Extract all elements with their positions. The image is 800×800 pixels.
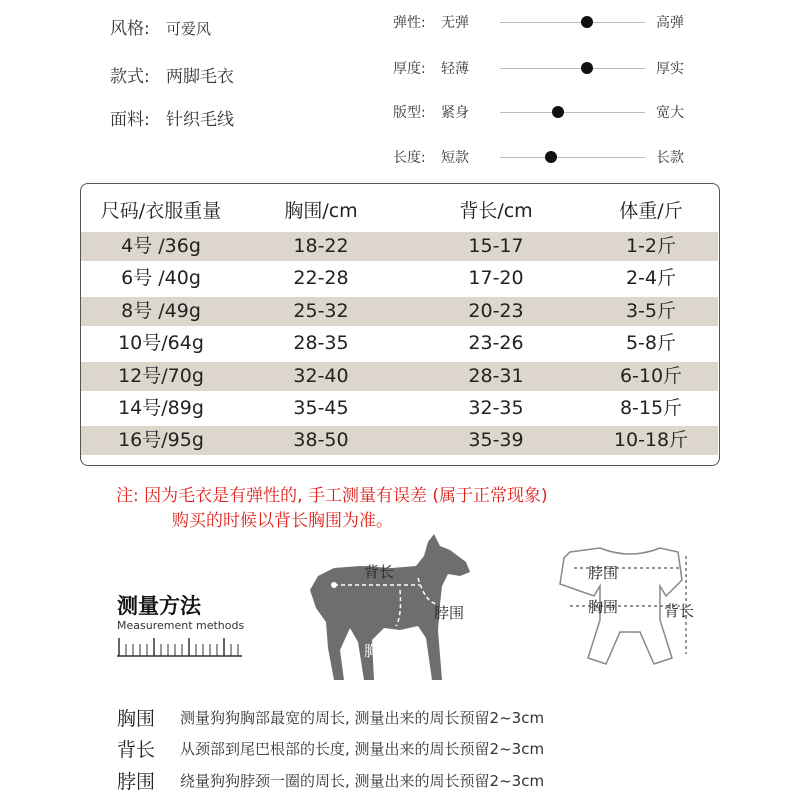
attr-style-value: 可爱风	[166, 20, 212, 38]
cell-back: 28-31	[468, 364, 524, 387]
table-row	[81, 362, 718, 391]
slider-label: 长度:	[393, 150, 426, 166]
slider-knob	[552, 106, 564, 118]
cell-size: 8号 /49g	[121, 299, 201, 322]
method-subtitle: Measurement methods	[117, 619, 245, 632]
description-text: 测量狗狗胸部最宽的周长, 测量出来的周长预留2~3cm	[180, 709, 545, 727]
cell-chest: 18-22	[293, 235, 349, 257]
slider-track	[500, 22, 645, 23]
slider-right-text: 厚实	[656, 61, 684, 77]
header-weight: 体重/斤	[619, 200, 683, 222]
cell-chest: 25-32	[293, 299, 349, 322]
description-text: 从颈部到尾巴根部的长度, 测量出来的周长预留2~3cm	[180, 740, 545, 758]
cell-back: 15-17	[468, 235, 524, 257]
cell-size: 12号/70g	[118, 364, 204, 387]
dog-illustration	[300, 530, 500, 690]
cell-back: 32-35	[468, 397, 524, 419]
description-term: 胸围	[117, 708, 156, 730]
garment-label-chest: 胸围	[588, 598, 619, 616]
size-table	[80, 183, 720, 466]
garment-label-neck: 脖围	[588, 564, 619, 582]
cell-chest: 35-45	[293, 397, 349, 419]
slider-knob	[581, 62, 593, 74]
description-term: 脖围	[117, 771, 156, 793]
slider-track	[500, 157, 645, 158]
slider-track	[500, 68, 645, 69]
description-term: 背长	[117, 739, 156, 761]
slider-right-text: 宽大	[656, 105, 684, 121]
cell-weight: 8-15斤	[619, 397, 683, 419]
cell-size: 10号/64g	[118, 332, 204, 355]
cell-size: 4号 /36g	[121, 235, 201, 257]
attr-type-value: 两脚毛衣	[166, 67, 234, 87]
table-row	[81, 329, 718, 358]
slider-right-text: 长款	[656, 150, 684, 166]
attr-fabric-key: 面料:	[110, 110, 150, 130]
slider-left-text: 轻薄	[441, 61, 469, 77]
cell-size: 14号/89g	[118, 397, 204, 419]
note-line-2: 购买的时候以背长胸围为准。	[172, 511, 393, 531]
size-table-header	[81, 197, 718, 226]
table-row	[81, 394, 718, 423]
cell-weight: 1-2斤	[625, 235, 677, 257]
cell-chest: 28-35	[293, 332, 349, 355]
dog-label-neck: 脖围	[434, 604, 465, 622]
garment-illustration	[540, 540, 720, 680]
slider-track	[500, 112, 645, 113]
attr-fabric-value: 针织毛线	[166, 110, 234, 130]
cell-chest: 22-28	[293, 267, 349, 290]
table-row	[81, 297, 718, 326]
attr-type	[110, 62, 234, 87]
table-row	[81, 264, 718, 293]
cell-back: 35-39	[468, 429, 524, 452]
cell-size: 16号/95g	[118, 429, 204, 452]
back-measure-dot	[331, 582, 337, 588]
cell-weight: 10-18斤	[613, 429, 689, 452]
attr-style-key: 风格:	[110, 19, 150, 39]
cell-back: 20-23	[468, 299, 524, 322]
description-text: 绕量狗狗脖颈一圈的周长, 测量出来的周长预留2~3cm	[180, 772, 545, 790]
cell-weight: 2-4斤	[625, 267, 677, 290]
slider-left-text: 无弹	[441, 15, 469, 31]
slider-left-text: 短款	[441, 150, 469, 166]
slider-label: 厚度:	[393, 61, 426, 77]
dog-label-chest: 胸围	[364, 642, 395, 660]
slider-label: 弹性:	[393, 15, 426, 31]
cell-weight: 6-10斤	[619, 364, 683, 387]
table-row	[81, 426, 718, 455]
ruler-icon	[117, 636, 242, 658]
slider-left-text: 紧身	[441, 105, 469, 121]
attr-type-key: 款式:	[110, 67, 150, 87]
cell-chest: 38-50	[293, 429, 349, 452]
cell-back: 23-26	[468, 332, 524, 355]
table-row	[81, 232, 718, 261]
method-title: 测量方法	[117, 594, 201, 618]
attr-style	[110, 14, 211, 39]
dog-label-back: 背长	[364, 563, 395, 581]
cell-weight: 3-5斤	[625, 299, 677, 322]
header-size: 尺码/衣服重量	[100, 200, 222, 222]
cell-weight: 5-8斤	[625, 332, 677, 355]
header-chest: 胸围/cm	[284, 200, 358, 222]
cell-back: 17-20	[468, 267, 524, 290]
attr-fabric	[110, 105, 234, 130]
cell-chest: 32-40	[293, 364, 349, 387]
note-line-1: 注: 因为毛衣是有弹性的, 手工测量有误差 (属于正常现象)	[116, 486, 548, 506]
header-back: 背长/cm	[459, 200, 533, 222]
slider-label: 版型:	[393, 105, 426, 121]
garment-label-back: 背长	[664, 602, 695, 620]
slider-knob	[581, 16, 593, 28]
cell-size: 6号 /40g	[121, 267, 201, 290]
slider-knob	[545, 151, 557, 163]
slider-right-text: 高弹	[656, 15, 684, 31]
